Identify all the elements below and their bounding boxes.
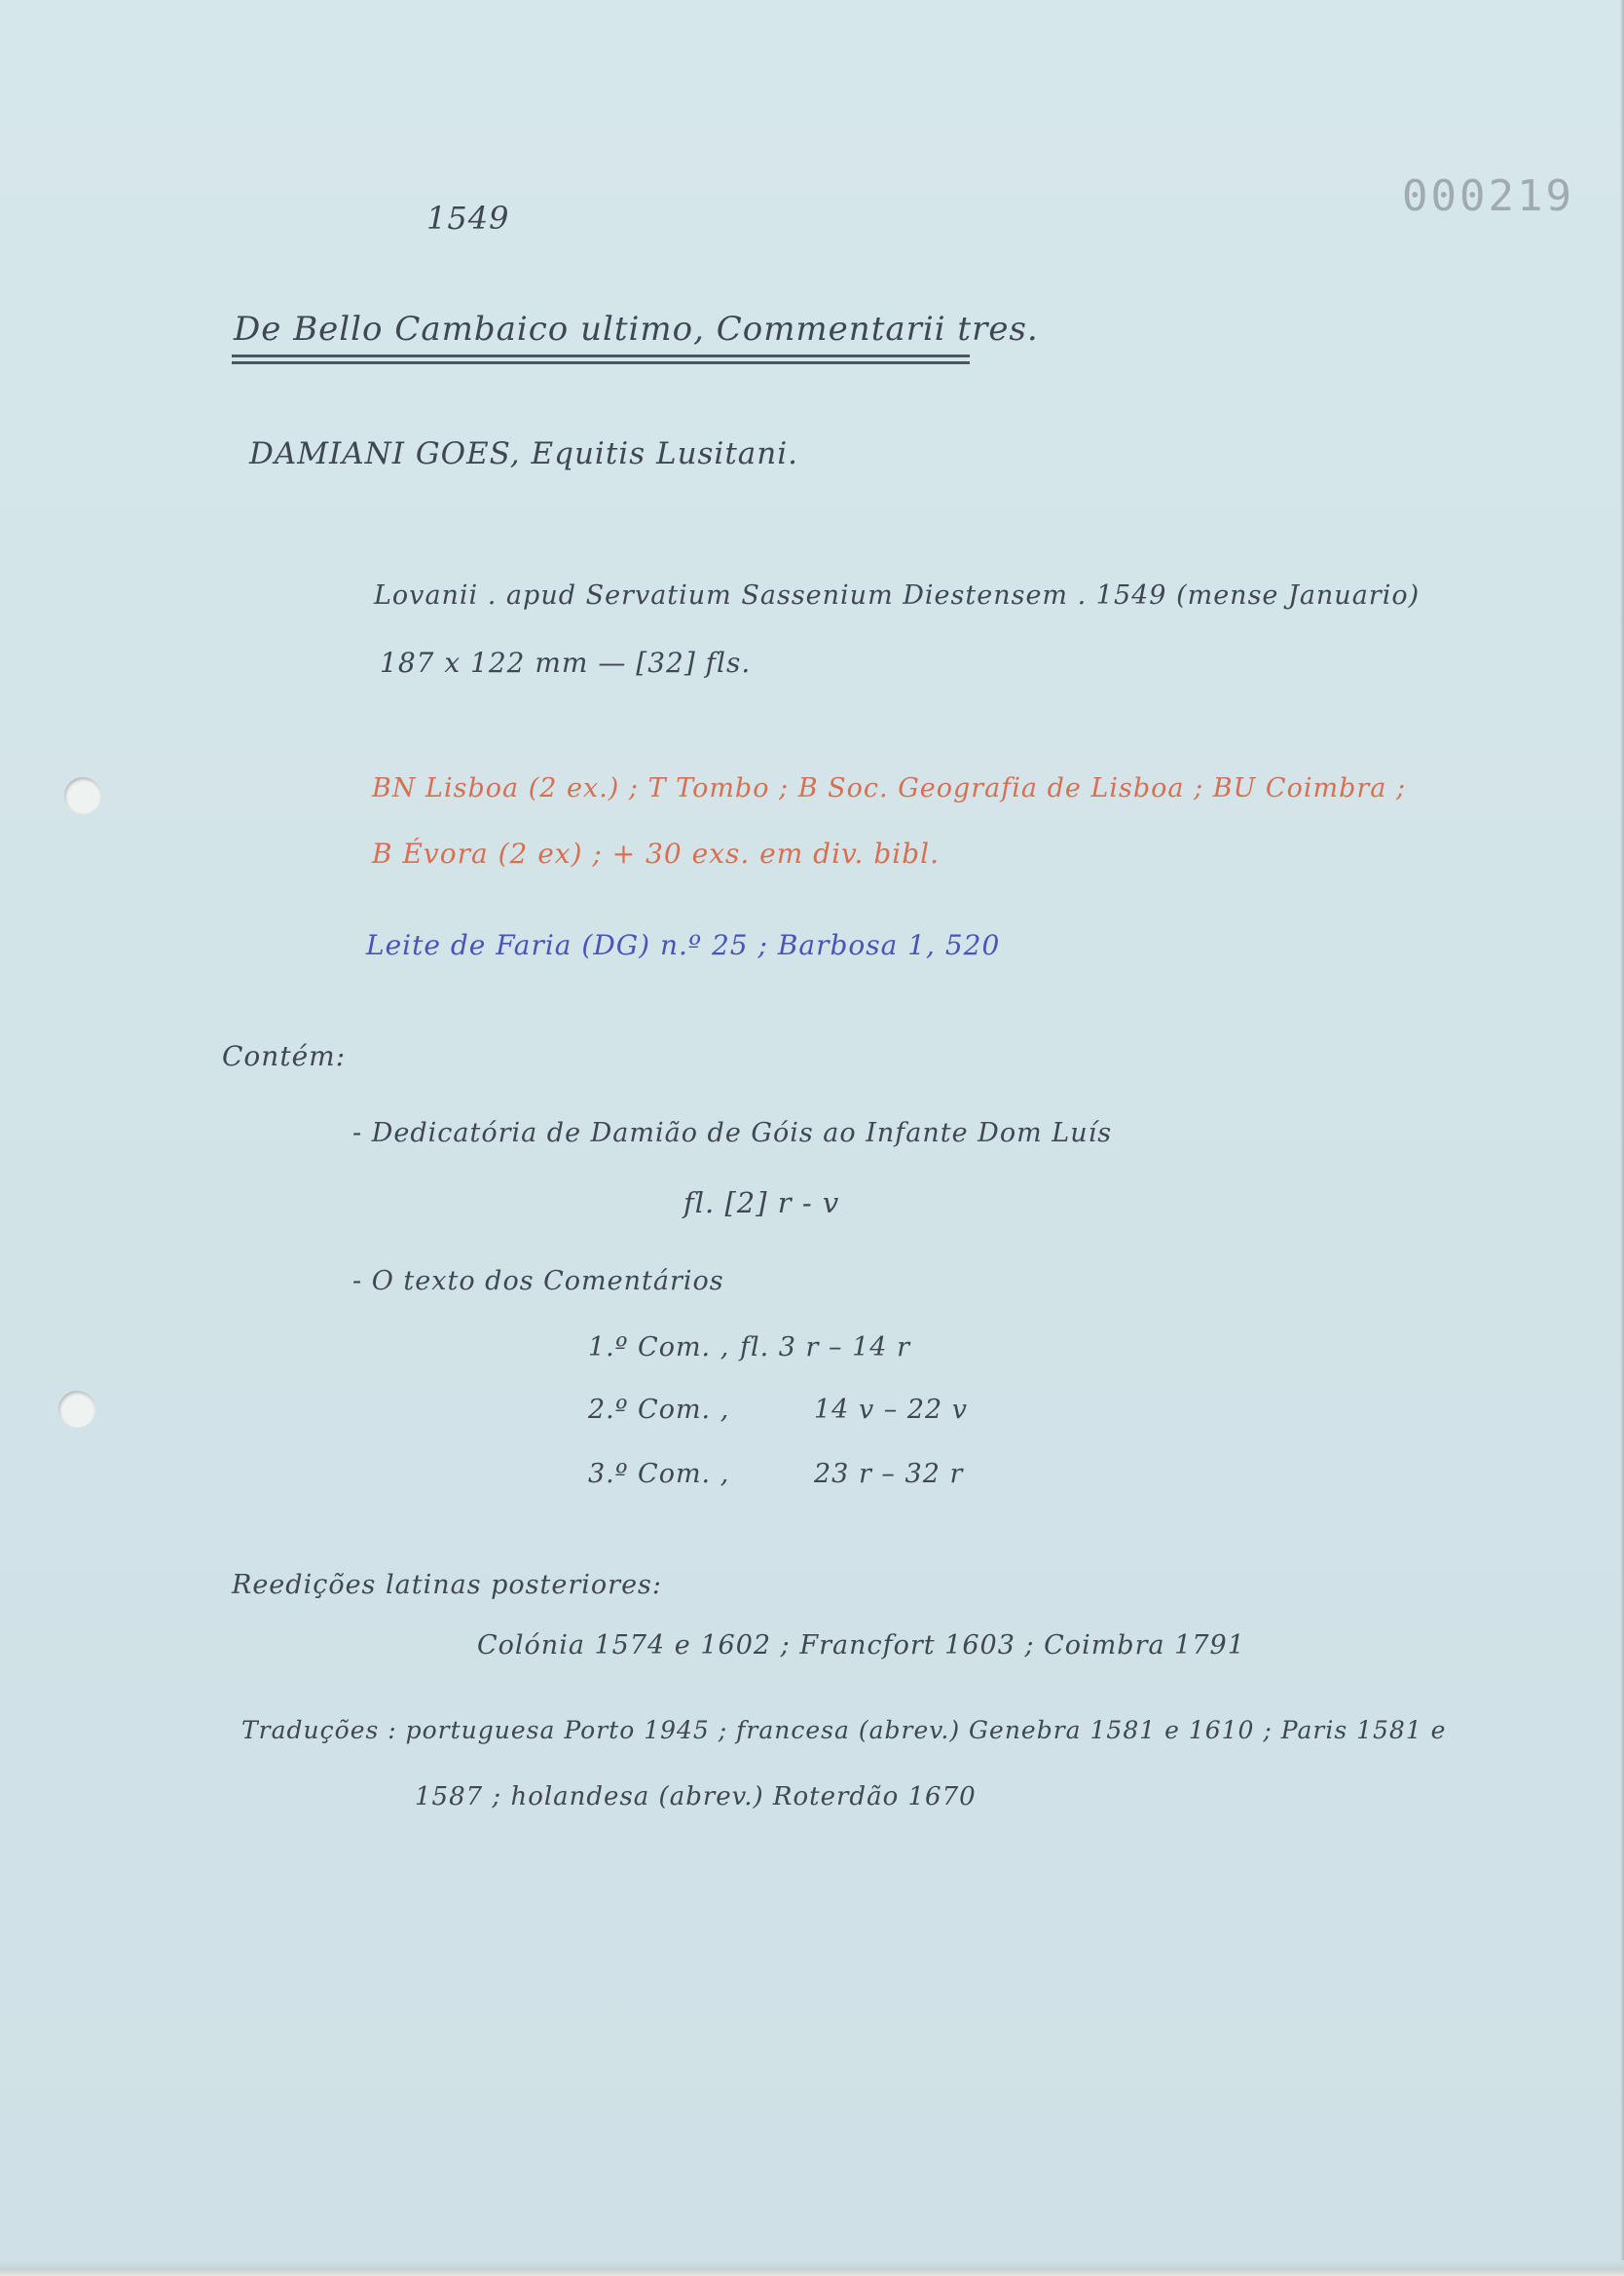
stamp-number: 000219	[1402, 171, 1574, 221]
title-double-underline	[232, 361, 970, 364]
commentary-1-name: 1.º Com. ,	[588, 1332, 730, 1362]
imprint: Lovanii . apud Servatium Sassenium Diestensem . 1549 (mense Januario)	[374, 580, 1421, 611]
translations-line-1: Traduções : portuguesa Porto 1945 ; francesa (abrev.) Genebra 1581 e 1610 ; Paris 1581 e	[241, 1716, 1447, 1744]
year: 1549	[426, 200, 510, 237]
translations-line-2: 1587 ; holandesa (abrev.) Roterdão 1670	[415, 1782, 977, 1811]
book-title: De Bello Cambaico ultimo, Commentarii tres.	[234, 310, 1039, 349]
contents-label: Contém:	[222, 1040, 347, 1072]
commentary-1-folios: fl. 3 r – 14 r	[740, 1332, 910, 1362]
title-underline	[232, 354, 970, 357]
holdings-line-2: B Évora (2 ex) ; + 30 exs. em div. bibl.	[372, 838, 941, 870]
reeditions-label: Reedições latinas posteriores:	[232, 1570, 663, 1600]
commentary-3-folios: 23 r – 32 r	[814, 1459, 964, 1489]
commentary-3-name: 3.º Com. ,	[588, 1459, 730, 1489]
paper-edge-bottom	[0, 2260, 1624, 2276]
contents-item-commentaries: - O texto dos Comentários	[352, 1266, 724, 1296]
dedication-folios: fl. [2] r - v	[683, 1186, 840, 1219]
references: Leite de Faria (DG) n.º 25 ; Barbosa 1, 520	[366, 929, 1001, 961]
paper-edge-right	[1620, 0, 1624, 2276]
commentary-2-name: 2.º Com. ,	[588, 1395, 730, 1425]
commentary-2-folios: 14 v – 22 v	[814, 1395, 969, 1425]
punch-hole-bottom	[58, 1391, 95, 1428]
reeditions-list: Colónia 1574 e 1602 ; Francfort 1603 ; Coimbra 1791	[477, 1630, 1245, 1660]
punch-hole-top	[64, 777, 101, 814]
contents-item-dedication: - Dedicatória de Damião de Góis ao Infante Dom Luís	[352, 1118, 1113, 1148]
dimensions: 187 x 122 mm — [32] fls.	[380, 647, 752, 679]
author: DAMIANI GOES, Equitis Lusitani.	[249, 436, 799, 471]
holdings-line-1: BN Lisboa (2 ex.) ; T Tombo ; B Soc. Geografia de Lisboa ; BU Coimbra ;	[372, 773, 1407, 803]
